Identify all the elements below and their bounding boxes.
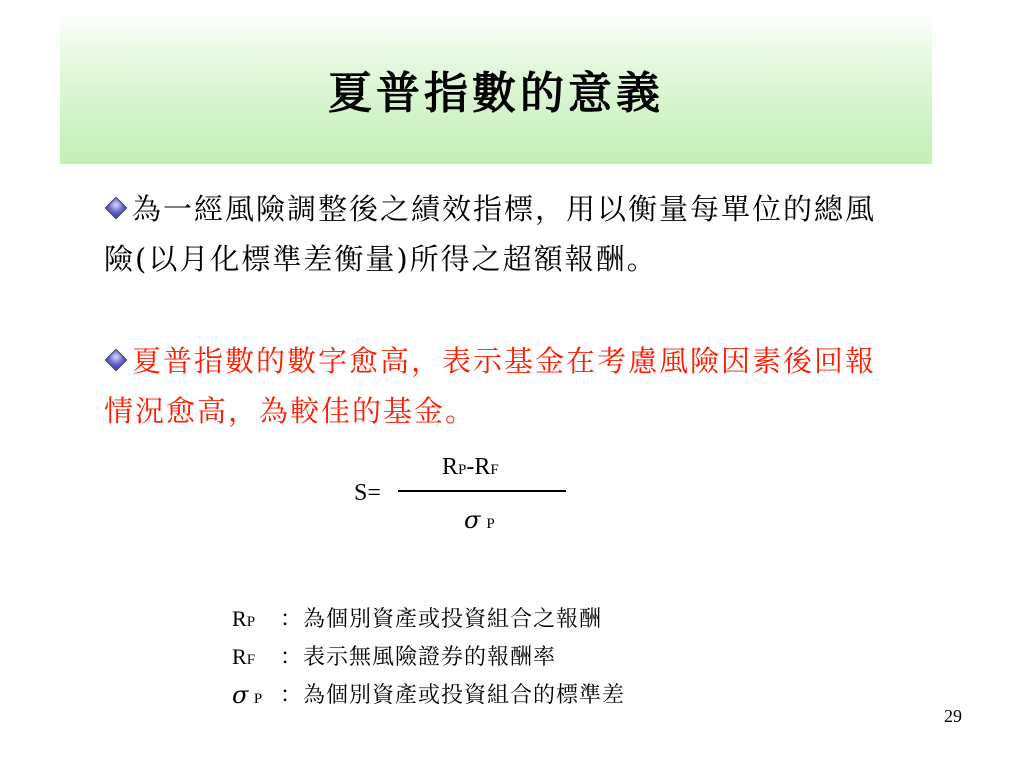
denominator-sub: P (486, 516, 495, 532)
fraction-line (398, 490, 566, 492)
legend-row (228, 676, 788, 714)
bullet-item-definition (104, 184, 904, 284)
legend-row (228, 600, 788, 638)
slide-title: 夏普指數的意義 (328, 68, 664, 119)
title-banner (60, 12, 932, 164)
legend-description: ：為個別資產或投資組合的標準差 (280, 682, 626, 707)
legend-symbol-sub: P (253, 691, 263, 707)
numerator-sub-p: P (458, 462, 467, 478)
legend-symbol (232, 600, 255, 641)
legend-symbol (232, 676, 262, 718)
formula-numerator (442, 454, 499, 481)
page-number: 29 (944, 706, 962, 726)
legend-symbol-sub: F (246, 652, 256, 668)
legend-symbol-main: R (232, 606, 247, 631)
legend-symbol-sub: P (246, 614, 256, 630)
numerator-r-f: -R (466, 454, 491, 480)
formula-lhs: S= (354, 480, 381, 506)
bullet-text: 為一經風險調整後之績效指標，用以衡量每單位的總風險(以月化標準差衡量)所得之超額報酬。 (104, 192, 877, 276)
denominator-sigma: σ (464, 506, 481, 534)
formula-denominator (464, 506, 495, 535)
legend-description: ：為個別資產或投資組合之報酬 (280, 606, 603, 631)
legend-row (228, 638, 788, 676)
numerator-sub-f: F (490, 462, 499, 478)
sharpe-formula (320, 452, 600, 542)
variable-legend (228, 600, 788, 714)
legend-symbol (232, 638, 255, 679)
diamond-bullet-icon (105, 349, 128, 372)
legend-symbol-main: σ (232, 681, 249, 709)
legend-symbol-main: R (232, 644, 247, 669)
diamond-bullet-icon (105, 197, 128, 220)
bullet-item-interpretation (104, 336, 904, 436)
bullet-text: 夏普指數的數字愈高，表示基金在考慮風險因素後回報情況愈高，為較佳的基金。 (104, 344, 877, 428)
numerator-r-p: R (442, 454, 459, 480)
legend-description: ：表示無風險證券的報酬率 (280, 644, 557, 669)
